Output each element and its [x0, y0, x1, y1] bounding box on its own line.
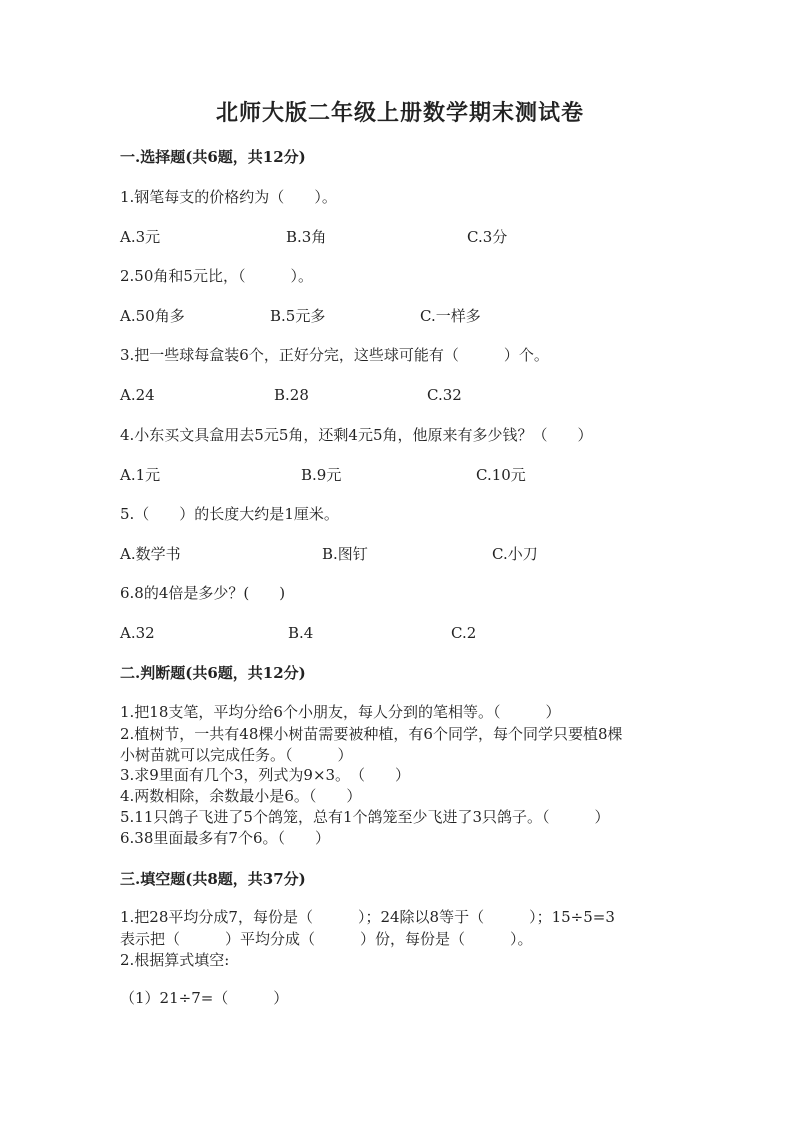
option-a: A.24 [120, 386, 155, 404]
question-text: 6.8的4倍是多少？( ) [120, 584, 286, 602]
page-title: 北师大版二年级上册数学期末测试卷 [215, 100, 584, 126]
option-b: B.4 [288, 624, 314, 642]
option-b: B.9元 [301, 466, 342, 484]
option-c: C.3分 [467, 228, 508, 246]
option-a: A.1元 [120, 466, 161, 484]
option-b: B.28 [274, 386, 309, 404]
option-c: C.小刀 [492, 545, 538, 563]
judgment-line: 2.植树节，一共有48棵小树苗需要被种植，有6个同学，每个同学只要植8棵 [120, 725, 623, 743]
section-heading-choice: 一.选择题(共6题，共12分) [120, 148, 306, 166]
option-a: A.50角多 [120, 307, 185, 325]
option-a: A.32 [120, 624, 155, 642]
question-text: 5.（ ）的长度大约是1厘米。 [120, 505, 339, 523]
fill-line: （1）21÷7=（ ） [120, 989, 289, 1007]
judgment-line: 1.把18支笔，平均分给6个小朋友，每人分到的笔相等。（ ） [120, 703, 561, 721]
fill-line: 表示把（ ）平均分成（ ）份，每份是（ ）。 [120, 930, 533, 948]
option-c: C.一样多 [420, 307, 481, 325]
question-text: 2.50角和5元比，（ ）。 [120, 267, 313, 285]
section-heading-true-false: 二.判断题(共6题，共12分) [120, 664, 306, 682]
option-b: B.图钉 [322, 545, 368, 563]
judgment-line: 4.两数相除，余数最小是6。（ ） [120, 787, 362, 805]
option-a: A.3元 [120, 228, 161, 246]
option-b: B.5元多 [270, 307, 326, 325]
judgment-line: 小树苗就可以完成任务。（ ） [120, 746, 353, 764]
fill-line: 2.根据算式填空: [120, 951, 230, 969]
judgment-line: 3.求9里面有几个3，列式为9×3。 （ ） [120, 766, 411, 784]
option-c: C.2 [451, 624, 477, 642]
option-c: C.32 [427, 386, 462, 404]
fill-line: 1.把28平均分成7，每份是（ ）；24除以8等于（ ）；15÷5=3 [120, 908, 615, 926]
question-text: 1.钢笔每支的价格约为（ ）。 [120, 188, 337, 206]
judgment-line: 5.11只鸽子飞进了5个鸽笼，总有1个鸽笼至少飞进了3只鸽子。（ ） [120, 808, 610, 826]
option-c: C.10元 [476, 466, 526, 484]
question-text: 4.小东买文具盒用去5元5角，还剩4元5角，他原来有多少钱？（ ） [120, 426, 593, 444]
section-heading-fill-blank: 三.填空题(共8题，共37分) [120, 870, 306, 888]
judgment-line: 6.38里面最多有7个6。（ ） [120, 829, 330, 847]
option-a: A.数学书 [120, 545, 181, 563]
option-b: B.3角 [286, 228, 327, 246]
question-text: 3.把一些球每盒装6个，正好分完，这些球可能有（ ）个。 [120, 346, 549, 364]
